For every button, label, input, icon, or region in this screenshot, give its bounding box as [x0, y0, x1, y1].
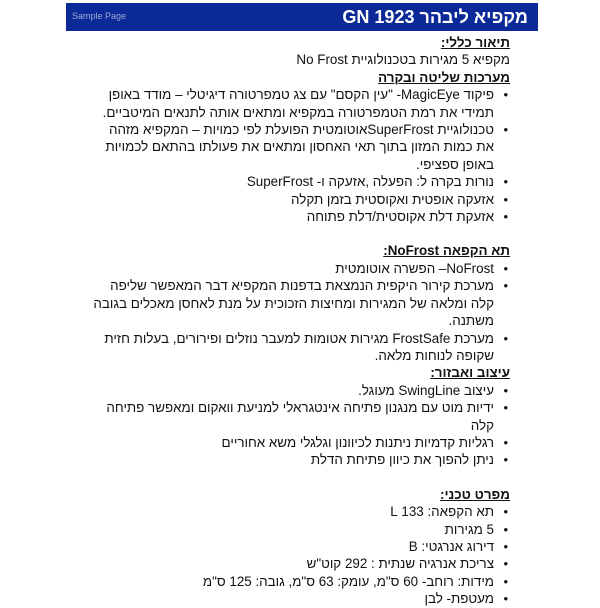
general-description: מקפיא 5 מגירות בטכנולוגיית No Frost — [296, 52, 510, 68]
list-item: • תא הקפאה: 133 L — [90, 503, 510, 520]
title-bar — [66, 3, 538, 31]
list-item: • ניתן להפוך את כיוון פתיחת הדלת — [90, 451, 510, 468]
list-item: • אזעקת דלת אקוסטית/דלת פתוחה — [90, 208, 510, 225]
list-item: • טכנולוגיית SuperFrostאוטומטית הפועלת לפי כמויות – המקפיא מזהה את כמות המזון בתוך תאי האחסון ומתאים את פעולתו בהתאם לכמויות באופן ספציפי. — [90, 121, 510, 173]
list-item: • פיקוד MagicEye- "עין הקסם" עם צג טמפרטורה דיגיטלי – מודד באופן תמידי את רמת הטמפרטורה במקפיא ומתאים אותה לתנאים המיטביים. — [90, 86, 510, 121]
watermark-text: Sample Page — [72, 11, 127, 21]
freezer-list — [90, 260, 510, 364]
list-item: • 5 מגירות — [90, 521, 510, 538]
list-item: • מידות: רוחב- 60 ס"מ, עומק: 63 ס"מ, גובה: 125 ס"מ — [90, 573, 510, 590]
list-item: • עיצוב SwingLine מעוגל. — [90, 382, 510, 399]
list-item: • נורות בקרה ל: הפעלה ,אזעקה ו- SuperFrost — [90, 173, 510, 190]
specs-list — [90, 503, 510, 607]
list-item: • מערכת קירור היקפית הנמצאת בדפנות המקפיא דבר המאפשר שליפה קלה ומלאה של המגירות ומחיצות הזכוכית על מנת לאחסן מאכלים בגובה משתנה. — [90, 277, 510, 329]
list-item: • צריכת אנרגיה שנתית : 292 קוט"ש — [90, 555, 510, 572]
list-item: • מעטפת- לבן — [90, 590, 510, 607]
list-item: • רגליות קדמיות ניתנות לכיוונון וגלגלי משא אחוריים — [90, 434, 510, 451]
list-item: • אזעקה אופטית ואקוסטית בזמן תקלה — [90, 191, 510, 208]
controls-list — [90, 86, 510, 225]
document-body — [90, 34, 510, 608]
page-title: מקפיא ליבהר GN 1923 — [342, 7, 528, 27]
section-heading-design: עיצוב ואבזור: — [430, 365, 510, 381]
list-item: • ידיות מוט עם מנגנון פתיחה אינטגראלי למניעת וואקום ומאפשר פתיחה קלה — [90, 399, 510, 434]
section-heading-specs: מפרט טכני: — [440, 486, 510, 502]
list-item: • מערכת FrostSafe מגירות אטומות למעבר נוזלים ופירורים, בעלות חזית שקופה לנוחות מלאה. — [90, 330, 510, 365]
list-item: • NoFrost– הפשרה אוטומטית — [90, 260, 510, 277]
list-item: • דירוג אנרגטי: B — [90, 538, 510, 555]
section-heading-controls: מערכות שליטה ובקרה — [378, 69, 510, 85]
section-heading-freezer: תא הקפאה NoFrost: — [383, 243, 510, 259]
section-heading-general: תיאור כללי: — [440, 35, 510, 50]
design-list — [90, 382, 510, 469]
